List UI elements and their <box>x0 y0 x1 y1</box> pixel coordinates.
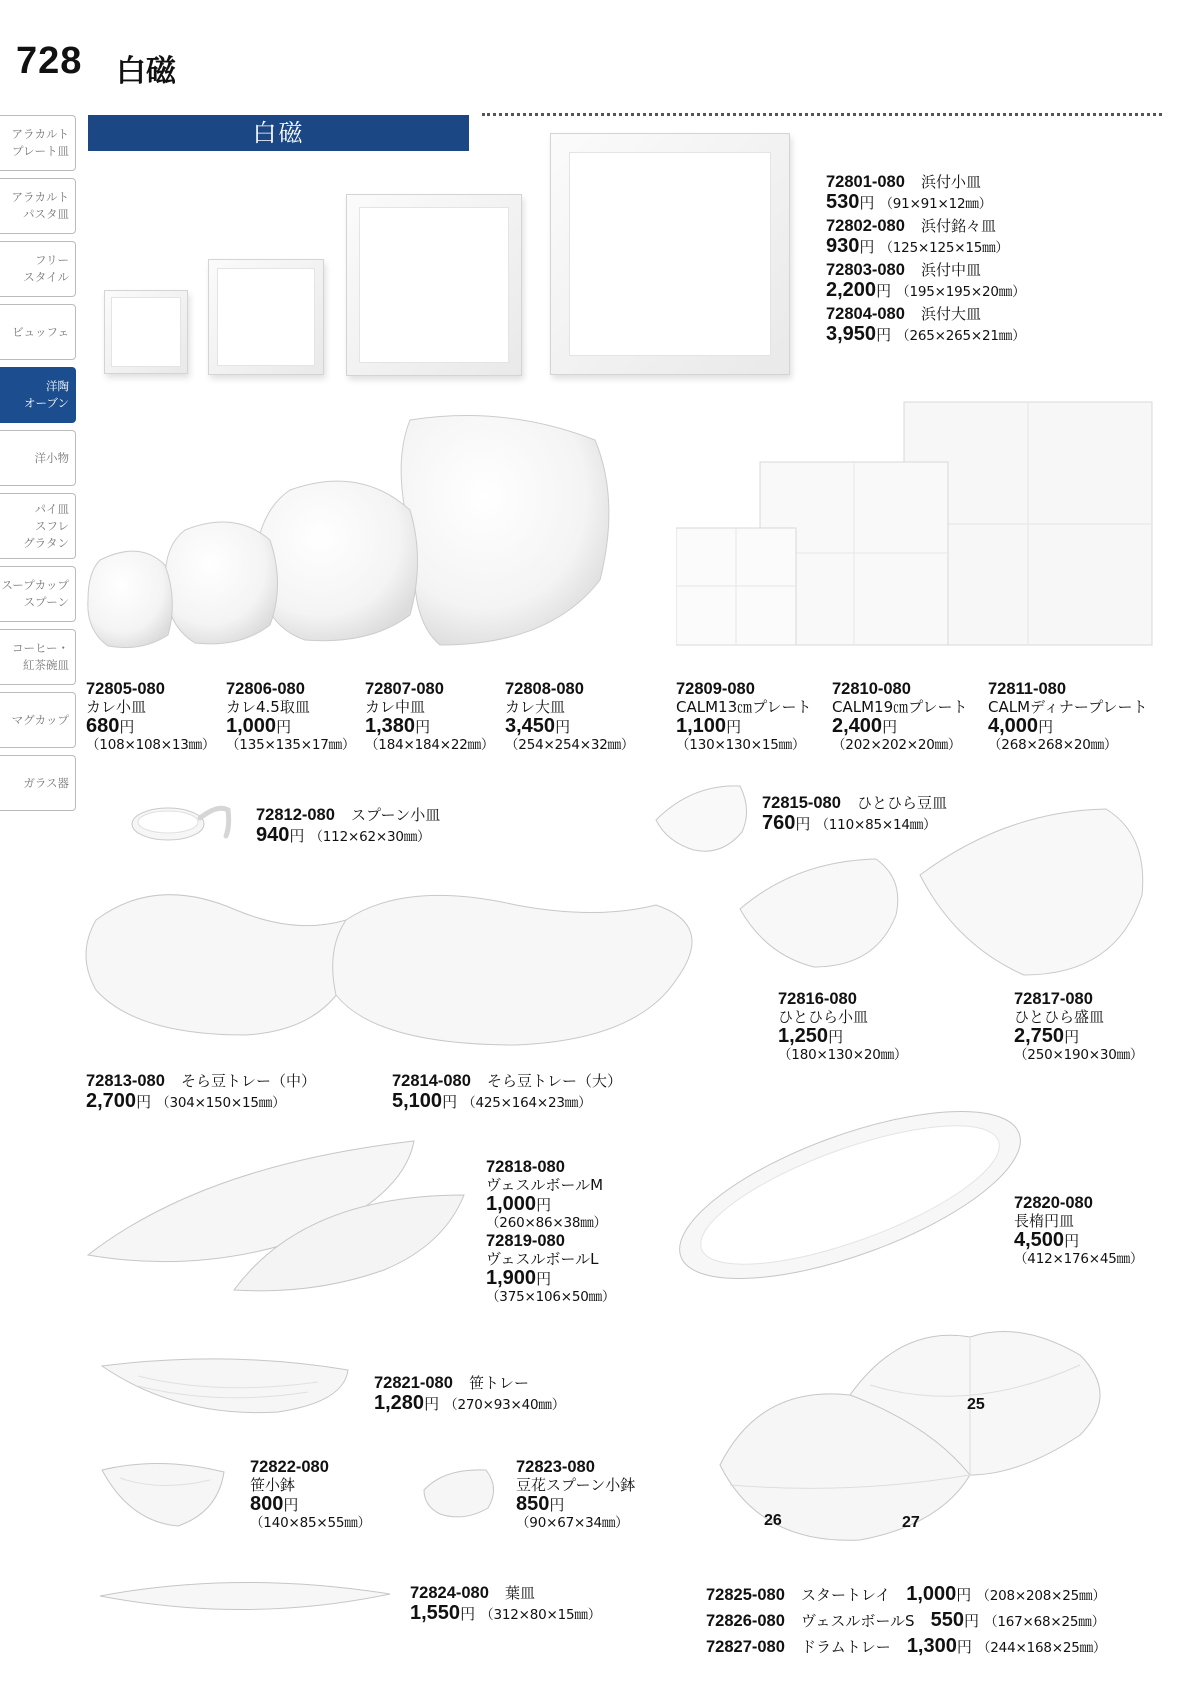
carre-plate-large <box>401 416 609 646</box>
product-photo-hitohira-mame <box>652 780 752 860</box>
product-p10 <box>832 680 968 754</box>
yen-mark: 円 <box>828 1028 844 1046</box>
product-p13 <box>86 1068 316 1112</box>
carre-plate-torizara <box>165 522 278 644</box>
sidebar-tab-soup-spoon[interactable]: スープカップ スプーン <box>0 566 76 622</box>
product-p08 <box>505 680 634 754</box>
product-p22 <box>250 1458 371 1532</box>
product-price: 2,400 <box>832 715 883 737</box>
square-plate-medium-small <box>208 259 324 375</box>
sidebar-tab-western-oven[interactable]: 洋陶 オーブン <box>0 367 76 423</box>
product-p06 <box>226 680 355 754</box>
product-code: 72808-080 <box>505 680 584 698</box>
product-p16 <box>778 990 907 1064</box>
product-name: ヴェスルボールS <box>800 1612 915 1630</box>
product-name: CALMディナープレート <box>988 698 1148 716</box>
soramame-tray-large <box>333 895 692 1045</box>
product-code: 72819-080 <box>486 1232 565 1250</box>
sidebar-tab-mug[interactable]: マグカップ <box>0 692 76 748</box>
product-photo-sasa-tray <box>98 1352 352 1418</box>
product-photo-soramame-trays <box>76 880 726 1050</box>
sidebar-tab-western-small[interactable]: 洋小物 <box>0 430 76 486</box>
product-dims: （91×91×12㎜） <box>879 196 992 212</box>
product-dims: （130×130×15㎜） <box>676 737 806 753</box>
product-name: カレ小皿 <box>86 698 147 716</box>
product-dims: （254×254×32㎜） <box>505 737 635 753</box>
yen-mark: 円 <box>536 1196 552 1214</box>
yen-mark: 円 <box>795 815 811 833</box>
product-dims: （110×85×14㎜） <box>815 817 937 833</box>
yen-mark: 円 <box>726 718 742 736</box>
product-photo-hitohira-large <box>916 805 1151 980</box>
product-code: 72820-080 <box>1014 1194 1093 1212</box>
product-photo-vessel-bowls <box>84 1135 474 1295</box>
product-code: 72805-080 <box>86 680 165 698</box>
product-group-star-set <box>706 1582 1106 1657</box>
product-price: 1,000 <box>486 1193 537 1215</box>
product-p09 <box>676 680 812 754</box>
yen-mark: 円 <box>956 1638 972 1656</box>
product-name: CALM19㎝プレート <box>832 698 968 716</box>
product-code: 72809-080 <box>676 680 755 698</box>
yen-mark: 円 <box>136 1093 152 1111</box>
product-name: 長楕円皿 <box>1014 1212 1075 1230</box>
yen-mark: 円 <box>119 718 135 736</box>
product-dims: （135×135×17㎜） <box>226 737 356 753</box>
product-p12 <box>256 802 440 846</box>
product-price: 1,550 <box>410 1602 461 1624</box>
yen-mark: 円 <box>859 238 875 256</box>
product-photo-hitohira-small <box>736 855 906 975</box>
product-photo-leaf-plate <box>98 1568 394 1624</box>
product-code: 72825-080 <box>706 1586 785 1604</box>
sidebar-tab-glassware[interactable]: ガラス器 <box>0 755 76 811</box>
sidebar-tab-coffee-tea[interactable]: コーヒー・ 紅茶碗皿 <box>0 629 76 685</box>
product-group-hama <box>826 169 1025 345</box>
product-price: 530 <box>826 191 860 213</box>
product-name: スプーン小皿 <box>350 806 441 824</box>
product-price: 4,500 <box>1014 1229 1065 1251</box>
product-dims: （260×86×38㎜） <box>486 1215 607 1231</box>
product-dims: （244×168×25㎜） <box>976 1640 1107 1656</box>
product-p17 <box>1014 990 1143 1064</box>
product-price: 2,700 <box>86 1090 137 1112</box>
product-photo-long-oval <box>670 1100 1030 1290</box>
product-name: 浜付大皿 <box>920 305 981 323</box>
product-price: 2,750 <box>1014 1025 1065 1047</box>
product-dims: （184×184×22㎜） <box>365 737 495 753</box>
yen-mark: 円 <box>1038 718 1054 736</box>
yen-mark: 円 <box>549 1496 565 1514</box>
product-dims: （180×130×20㎜） <box>778 1047 908 1063</box>
product-dims: （108×108×13㎜） <box>86 737 216 753</box>
product-name: カレ大皿 <box>505 698 566 716</box>
set-label-27: 27 <box>902 1514 920 1531</box>
product-dims: （412×176×45㎜） <box>1014 1251 1144 1267</box>
carre-plate-small <box>88 551 173 647</box>
product-name: 笹小鉢 <box>250 1476 296 1494</box>
product-price: 930 <box>826 235 860 257</box>
product-price: 1,300 <box>906 1635 957 1657</box>
yen-mark: 円 <box>956 1586 972 1604</box>
yen-mark: 円 <box>276 718 292 736</box>
product-name: ヴェスルボールM <box>486 1176 604 1194</box>
product-name: 浜付銘々皿 <box>920 217 996 235</box>
yen-mark: 円 <box>283 1496 299 1514</box>
product-dims: （202×202×20㎜） <box>832 737 962 753</box>
yen-mark: 円 <box>859 194 875 212</box>
yen-mark: 円 <box>1064 1232 1080 1250</box>
yen-mark: 円 <box>289 827 305 845</box>
product-name: 浜付中皿 <box>920 261 981 279</box>
product-code: 72806-080 <box>226 680 305 698</box>
product-name: CALM13㎝プレート <box>676 698 812 716</box>
product-code: 72812-080 <box>256 806 335 824</box>
product-code: 72815-080 <box>762 794 841 812</box>
square-plate-large <box>550 133 790 375</box>
yen-mark: 円 <box>536 1270 552 1288</box>
product-price: 1,280 <box>374 1392 425 1414</box>
product-price: 1,000 <box>906 1583 957 1605</box>
product-dims: （304×150×15㎜） <box>156 1095 286 1111</box>
product-code: 72801-080 <box>826 173 905 191</box>
product-price: 1,100 <box>676 715 727 737</box>
product-code: 72811-080 <box>988 680 1066 698</box>
product-photo-douka-spoon-bowl <box>420 1466 500 1522</box>
yen-mark: 円 <box>1064 1028 1080 1046</box>
product-photo-carre-plates <box>80 400 620 660</box>
product-name: スタートレイ <box>800 1586 891 1604</box>
yen-mark: 円 <box>963 1612 979 1630</box>
product-name: 葉皿 <box>504 1584 535 1602</box>
product-code: 72826-080 <box>706 1612 785 1630</box>
product-code: 72803-080 <box>826 261 905 279</box>
product-name: ひとひら小皿 <box>778 1008 869 1026</box>
product-name: 笹トレー <box>468 1374 529 1392</box>
product-photo-calm-plates <box>676 400 1156 650</box>
product-dims: （270×93×40㎜） <box>444 1397 566 1413</box>
product-code: 72817-080 <box>1014 990 1093 1008</box>
product-p21 <box>374 1370 565 1414</box>
yen-mark: 円 <box>460 1605 476 1623</box>
set-label-26: 26 <box>764 1512 782 1529</box>
product-price: 760 <box>762 812 796 834</box>
product-name: ひとひら豆皿 <box>856 794 947 812</box>
product-dims: （112×62×30㎜） <box>309 829 431 845</box>
carre-plate-medium <box>255 481 418 641</box>
square-plate-medium <box>346 194 522 376</box>
product-price: 4,000 <box>988 715 1039 737</box>
product-dims: （265×265×21㎜） <box>896 328 1026 344</box>
product-code: 72823-080 <box>516 1458 595 1476</box>
yen-mark: 円 <box>882 718 898 736</box>
product-dims: （312×80×15㎜） <box>480 1607 602 1623</box>
sidebar-tab-alacarte-plate[interactable]: アラカルト プレート皿 <box>0 115 76 171</box>
product-price: 850 <box>516 1493 550 1515</box>
product-p14 <box>392 1068 622 1112</box>
product-code: 72804-080 <box>826 305 905 323</box>
product-dims: （425×164×23㎜） <box>462 1095 592 1111</box>
product-name: そら豆トレー（中） <box>180 1072 316 1090</box>
product-price: 1,380 <box>365 715 416 737</box>
page-title: 白磁 <box>116 54 176 89</box>
square-plate-small <box>104 290 188 374</box>
product-price: 680 <box>86 715 120 737</box>
product-name: ひとひら盛皿 <box>1014 1008 1105 1026</box>
product-p05 <box>86 680 215 754</box>
product-price: 5,100 <box>392 1090 443 1112</box>
product-name: そら豆トレー（大） <box>486 1072 622 1090</box>
product-price: 3,450 <box>505 715 556 737</box>
page-number: 728 <box>16 40 83 82</box>
product-price: 3,950 <box>826 323 877 345</box>
product-dims: （208×208×25㎜） <box>976 1588 1106 1604</box>
product-name: カレ中皿 <box>365 698 426 716</box>
product-price: 1,250 <box>778 1025 829 1047</box>
product-p18-p19 <box>486 1158 615 1306</box>
product-code: 72816-080 <box>778 990 857 1008</box>
product-price: 1,900 <box>486 1267 537 1289</box>
product-price: 2,200 <box>826 279 877 301</box>
section-banner: 白磁 <box>88 115 469 151</box>
yen-mark: 円 <box>876 326 892 344</box>
product-name: ヴェスルボールL <box>486 1250 599 1268</box>
product-price: 1,000 <box>226 715 277 737</box>
product-dims: （268×268×20㎜） <box>988 737 1118 753</box>
product-code: 72814-080 <box>392 1072 471 1090</box>
product-code: 72824-080 <box>410 1584 489 1602</box>
product-photo-spoon-dish <box>130 800 235 846</box>
product-price: 800 <box>250 1493 284 1515</box>
product-code: 72807-080 <box>365 680 444 698</box>
product-name: カレ4.5取皿 <box>226 698 310 716</box>
product-dims: （375×106×50㎜） <box>486 1289 616 1305</box>
set-label-25: 25 <box>967 1396 985 1413</box>
product-code: 72813-080 <box>86 1072 165 1090</box>
product-name: 浜付小皿 <box>920 173 981 191</box>
yen-mark: 円 <box>415 718 431 736</box>
product-code: 72810-080 <box>832 680 911 698</box>
product-price: 550 <box>930 1609 964 1631</box>
product-dims: （125×125×15㎜） <box>879 240 1009 256</box>
product-dims: （167×68×25㎜） <box>984 1614 1105 1630</box>
product-code: 72802-080 <box>826 217 905 235</box>
product-p07 <box>365 680 494 754</box>
product-p24 <box>410 1580 601 1624</box>
yen-mark: 円 <box>424 1395 440 1413</box>
dotted-rule <box>482 113 1162 116</box>
product-code: 72818-080 <box>486 1158 565 1176</box>
sidebar-tab-pie-souffle-gratin[interactable]: パイ皿 スフレ グラタン <box>0 493 76 559</box>
product-dims: （195×195×20㎜） <box>896 284 1026 300</box>
product-photo-sasa-bowl <box>100 1458 228 1530</box>
product-dims: （250×190×30㎜） <box>1014 1047 1144 1063</box>
soramame-tray-medium <box>86 895 362 1035</box>
product-p11 <box>988 680 1148 754</box>
product-name: 豆花スプーン小鉢 <box>516 1476 636 1494</box>
product-dims: （140×85×55㎜） <box>250 1515 371 1531</box>
product-p20 <box>1014 1194 1143 1268</box>
product-code: 72821-080 <box>374 1374 453 1392</box>
yen-mark: 円 <box>442 1093 458 1111</box>
product-code: 72827-080 <box>706 1638 785 1656</box>
product-dims: （90×67×34㎜） <box>516 1515 629 1531</box>
sidebar-tab-buffet[interactable]: ビュッフェ <box>0 304 76 360</box>
yen-mark: 円 <box>555 718 571 736</box>
product-p23 <box>516 1458 635 1532</box>
sidebar-tab-free-style[interactable]: フリー スタイル <box>0 241 76 297</box>
sidebar-tab-alacarte-pasta[interactable]: アラカルト パスタ皿 <box>0 178 76 234</box>
product-code: 72822-080 <box>250 1458 329 1476</box>
product-name: ドラムトレー <box>800 1638 891 1656</box>
yen-mark: 円 <box>876 282 892 300</box>
product-price: 940 <box>256 824 290 846</box>
